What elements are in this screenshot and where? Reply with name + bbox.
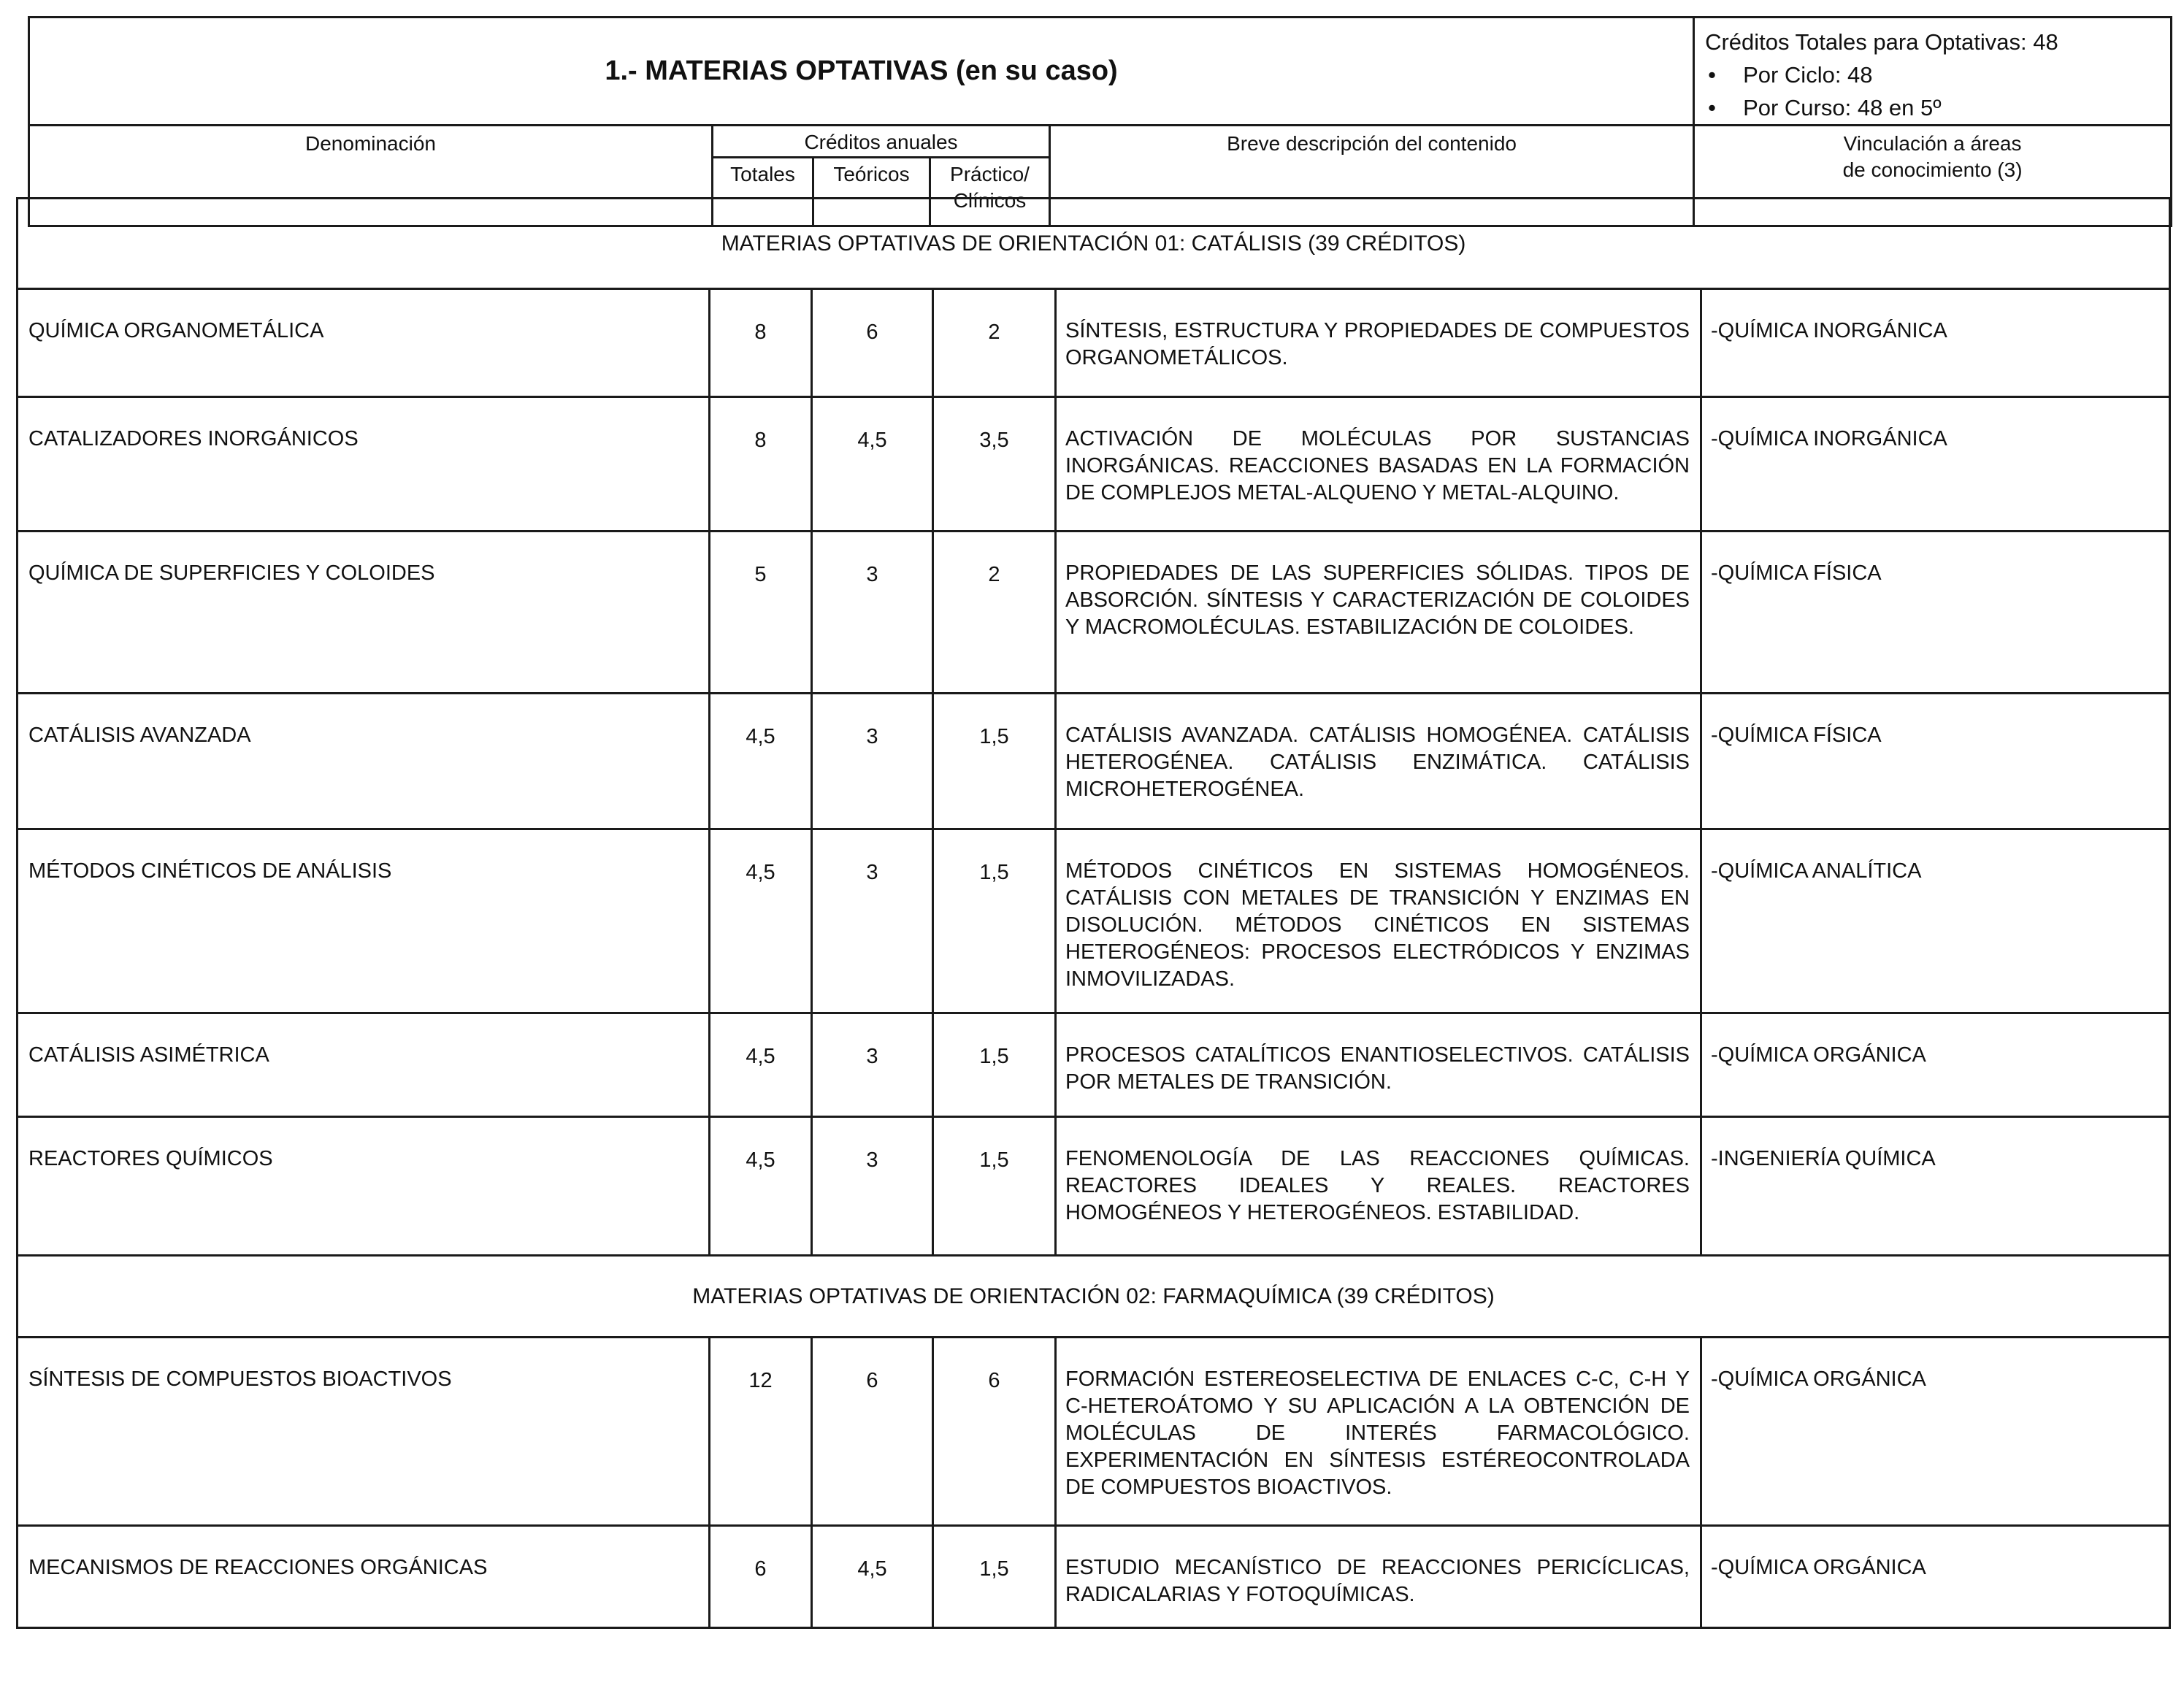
col-header-totales: Totales	[713, 158, 813, 226]
col-header-desc: Breve descripción del contenido	[1050, 126, 1694, 226]
table-row	[18, 289, 2170, 397]
subjects-table	[16, 197, 2171, 1629]
table-row	[18, 1013, 2170, 1117]
subject-description: SÍNTESIS, ESTRUCTURA Y PROPIEDADES DE COMPUESTOS ORGANOMETÁLICOS.	[1056, 289, 1701, 397]
credits-teoricos: 6	[812, 289, 933, 397]
col-header-area-line2: de conocimiento (3)	[1842, 158, 2023, 181]
table-row	[18, 829, 2170, 1013]
subject-name: CATÁLISIS ASIMÉTRICA	[18, 1013, 710, 1117]
knowledge-area: -QUÍMICA FÍSICA	[1701, 532, 2170, 694]
credits-practicos: 1,5	[933, 1013, 1056, 1117]
subject-description: ESTUDIO MECANÍSTICO DE REACCIONES PERICÍCLICAS, RADICALARIAS Y FOTOQUÍMICAS.	[1056, 1526, 1701, 1628]
credits-total: Créditos Totales para Optativas: 48	[1705, 29, 2058, 55]
credits-teoricos: 4,5	[812, 1526, 933, 1628]
credits-teoricos: 6	[812, 1338, 933, 1526]
table-row	[18, 397, 2170, 532]
credits-practicos: 1,5	[933, 829, 1056, 1013]
credits-practicos: 3,5	[933, 397, 1056, 532]
subject-name: MÉTODOS CINÉTICOS DE ANÁLISIS	[18, 829, 710, 1013]
knowledge-area: -QUÍMICA ORGÁNICA	[1701, 1338, 2170, 1526]
knowledge-area: -QUÍMICA INORGÁNICA	[1701, 289, 2170, 397]
credits-practicos: 6	[933, 1338, 1056, 1526]
subject-description: PROCESOS CATALÍTICOS ENANTIOSELECTIVOS. CATÁLISIS POR METALES DE TRANSICIÓN.	[1056, 1013, 1701, 1117]
col-header-practicos-line2: Clínicos	[953, 189, 1027, 212]
credits-practicos: 1,5	[933, 694, 1056, 829]
knowledge-area: -INGENIERÍA QUÍMICA	[1701, 1117, 2170, 1256]
subject-description: ACTIVACIÓN DE MOLÉCULAS POR SUSTANCIAS INORGÁNICAS. REACCIONES BASADAS EN LA FORMACIÓN DE COMPLEJOS METAL-ALQUENO Y METAL-ALQUINO.	[1056, 397, 1701, 532]
credits-practicos: 2	[933, 532, 1056, 694]
subject-name: QUÍMICA ORGANOMETÁLICA	[18, 289, 710, 397]
col-header-practicos-line1: Práctico/	[950, 163, 1030, 185]
header-table	[28, 16, 2172, 227]
credits-practicos: 1,5	[933, 1526, 1056, 1628]
subject-name: REACTORES QUÍMICOS	[18, 1117, 710, 1256]
subject-name: MECANISMOS DE REACCIONES ORGÁNICAS	[18, 1526, 710, 1628]
subject-name: SÍNTESIS DE COMPUESTOS BIOACTIVOS	[18, 1338, 710, 1526]
credits-totales: 8	[710, 397, 812, 532]
credits-summary	[1694, 18, 2172, 126]
credits-totales: 4,5	[710, 1013, 812, 1117]
credits-totales: 4,5	[710, 1117, 812, 1256]
col-header-credits: Créditos anuales	[713, 126, 1050, 158]
credits-totales: 6	[710, 1526, 812, 1628]
credits-totales: 4,5	[710, 694, 812, 829]
subject-description: PROPIEDADES DE LAS SUPERFICIES SÓLIDAS. TIPOS DE ABSORCIÓN. SÍNTESIS Y CARACTERIZACIÓN DE COLOIDES Y MACROMOLÉCULAS. ESTABILIZACIÓN DE COLOIDES.	[1056, 532, 1701, 694]
table-row	[18, 532, 2170, 694]
credits-teoricos: 3	[812, 1013, 933, 1117]
credits-totales: 5	[710, 532, 812, 694]
table-row	[18, 1117, 2170, 1256]
subject-description: CATÁLISIS AVANZADA. CATÁLISIS HOMOGÉNEA. CATÁLISIS HETEROGÉNEA. CATÁLISIS ENZIMÁTICA. CATÁLISIS MICROHETEROGÉNEA.	[1056, 694, 1701, 829]
table-row	[18, 1526, 2170, 1628]
col-header-teoricos: Teóricos	[813, 158, 930, 226]
subject-name: QUÍMICA DE SUPERFICIES Y COLOIDES	[18, 532, 710, 694]
credits-teoricos: 3	[812, 829, 933, 1013]
credits-teoricos: 4,5	[812, 397, 933, 532]
knowledge-area: -QUÍMICA ORGÁNICA	[1701, 1013, 2170, 1117]
col-header-area-line1: Vinculación a áreas	[1843, 132, 2022, 155]
knowledge-area: -QUÍMICA ORGÁNICA	[1701, 1526, 2170, 1628]
credits-practicos: 2	[933, 289, 1056, 397]
credits-teoricos: 3	[812, 1117, 933, 1256]
credits-per-cycle: • Por Ciclo: 48	[1705, 58, 2170, 91]
subject-name: CATÁLISIS AVANZADA	[18, 694, 710, 829]
credits-totales: 12	[710, 1338, 812, 1526]
knowledge-area: -QUÍMICA FÍSICA	[1701, 694, 2170, 829]
subject-description: MÉTODOS CINÉTICOS EN SISTEMAS HOMOGÉNEOS. CATÁLISIS CON METALES DE TRANSICIÓN Y ENZIMAS EN DISOLUCIÓN. MÉTODOS CINÉTICOS EN SISTEMAS HETEROGÉNEOS: PROCESOS ELECTRÓDICOS Y ENZIMAS INMOVILIZADAS.	[1056, 829, 1701, 1013]
credits-per-course: • Por Curso: 48 en 5º	[1705, 91, 2170, 124]
credits-totales: 8	[710, 289, 812, 397]
table-row	[18, 1338, 2170, 1526]
credits-practicos: 1,5	[933, 1117, 1056, 1256]
credits-teoricos: 3	[812, 532, 933, 694]
col-header-name: Denominación	[29, 126, 713, 226]
knowledge-area: -QUÍMICA INORGÁNICA	[1701, 397, 2170, 532]
credits-totales: 4,5	[710, 829, 812, 1013]
credits-teoricos: 3	[812, 694, 933, 829]
page-title: 1.- MATERIAS OPTATIVAS (en su caso)	[29, 18, 1694, 126]
section-heading: MATERIAS OPTATIVAS DE ORIENTACIÓN 02: FARMAQUÍMICA (39 CRÉDITOS)	[18, 1256, 2170, 1338]
subject-description: FORMACIÓN ESTEREOSELECTIVA DE ENLACES C-C, C-H Y C-HETEROÁTOMO Y SU APLICACIÓN A LA OBTENCIÓN DE MOLÉCULAS DE INTERÉS FARMACOLÓGICO. EXPERIMENTACIÓN EN SÍNTESIS ESTÉREOCONTROLADA DE COMPUESTOS BIOACTIVOS.	[1056, 1338, 1701, 1526]
subject-name: CATALIZADORES INORGÁNICOS	[18, 397, 710, 532]
subject-description: FENOMENOLOGÍA DE LAS REACCIONES QUÍMICAS. REACTORES IDEALES Y REALES. REACTORES HOMOGÉNEOS Y HETEROGÉNEOS. ESTABILIDAD.	[1056, 1117, 1701, 1256]
knowledge-area: -QUÍMICA ANALÍTICA	[1701, 829, 2170, 1013]
table-row	[18, 694, 2170, 829]
section-heading: MATERIAS OPTATIVAS DE ORIENTACIÓN 01: CATÁLISIS (39 CRÉDITOS)	[18, 199, 2170, 289]
